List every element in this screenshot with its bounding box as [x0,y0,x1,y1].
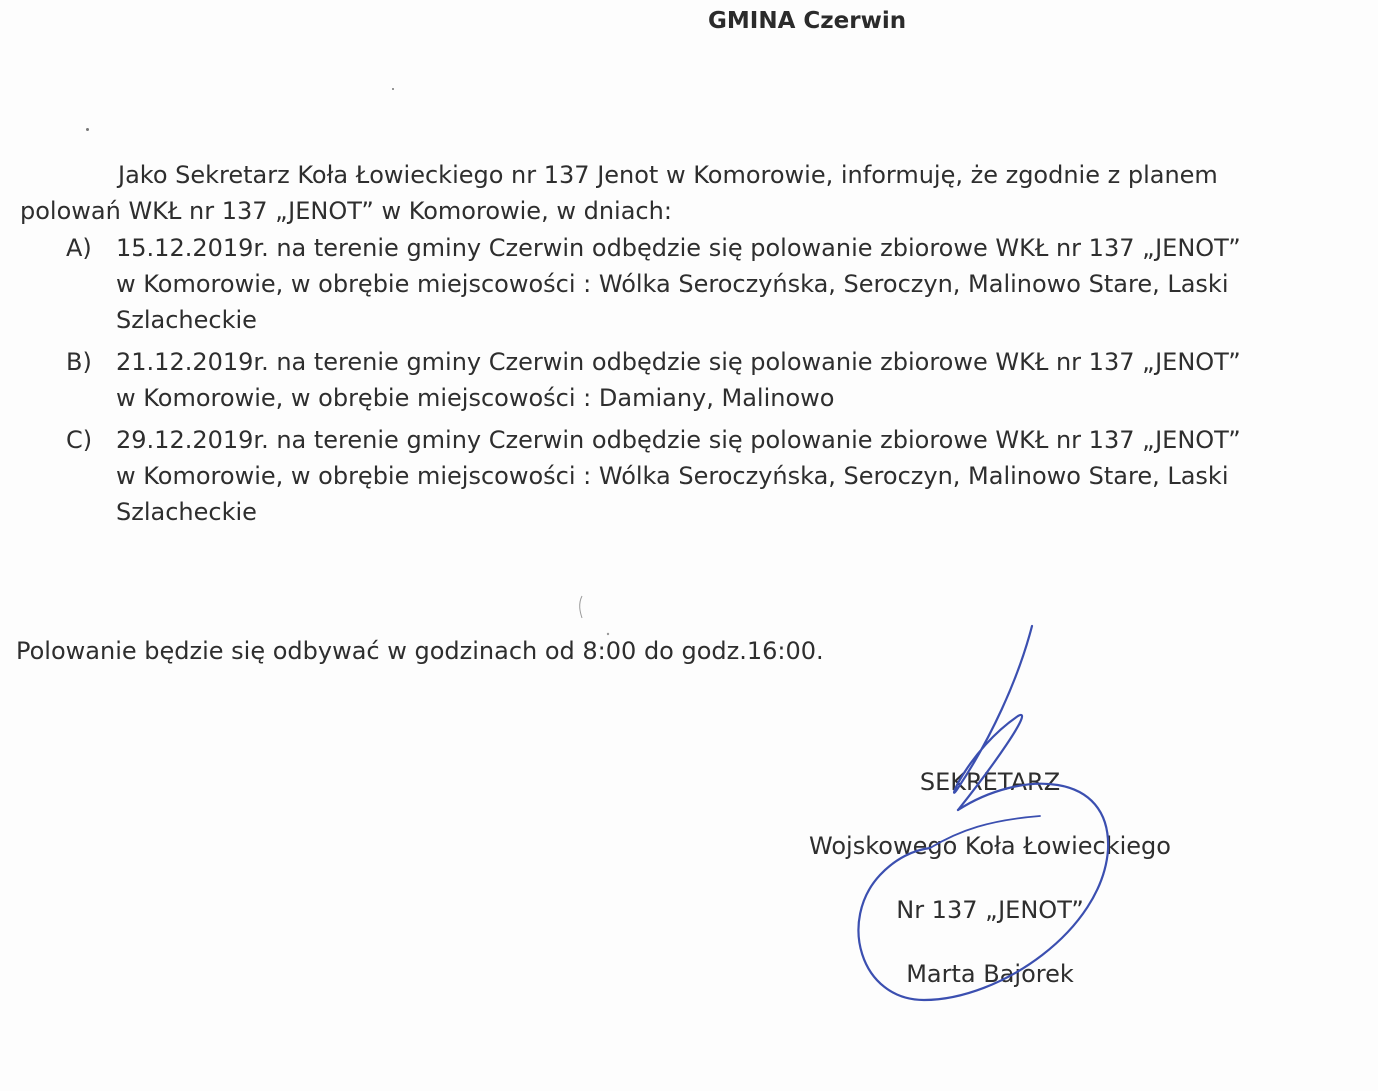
scan-mark-stroke [580,596,582,618]
list-item-text: 29.12.2019r. na terenie gminy Czerwin odbędzie się polowanie zbiorowe WKŁ nr 137 „JENOT” w Komorowie, w obrębie miejscowości : Wólka Seroczyńska, Seroczyn, Malinowo Stare, Laski Szlacheckie [116,426,1241,526]
hunting-hours: Polowanie będzie się odbywać w godzinach od 8:00 do godz.16:00. [16,637,824,665]
intro-paragraph: Jako Sekretarz Koła Łowieckiego nr 137 Jenot w Komorowie, informuję, że zgodnie z planem polowań WKŁ nr 137 „JENOT” w Komorowie, w dniach: [20,161,1218,225]
scan-mark [570,590,610,640]
signatory-name: Marta Bajorek [906,960,1074,988]
list-marker: C) [66,426,93,454]
signature-block [760,760,1220,1016]
list-item [66,344,1266,416]
list-item-text: 21.12.2019r. na terenie gminy Czerwin odbędzie się polowanie zbiorowe WKŁ nr 137 „JENOT” w Komorowie, w obrębie miejscowości : Damiany, Malinowo [116,348,1241,412]
list-item-text: 15.12.2019r. na terenie gminy Czerwin odbędzie się polowanie zbiorowe WKŁ nr 137 „JENOT” w Komorowie, w obrębie miejscowości : Wólka Seroczyńska, Seroczyn, Malinowo Stare, Laski Szlacheckie [116,234,1241,334]
signatory-role: SEKRETARZ [919,768,1061,796]
list-marker: A) [66,234,92,262]
scan-speck [86,128,89,131]
list-marker: B) [66,348,92,376]
signatory-club-number: Nr 137 „JENOT” [896,896,1084,924]
hunt-dates-list [66,230,1266,536]
list-item [66,422,1266,530]
signatory-organization: Wojskowego Koła Łowieckiego [809,832,1171,860]
scan-speck [392,88,394,90]
list-item [66,230,1266,338]
scan-mark-dot [607,633,609,635]
document-title: GMINA Czerwin [708,8,907,34]
